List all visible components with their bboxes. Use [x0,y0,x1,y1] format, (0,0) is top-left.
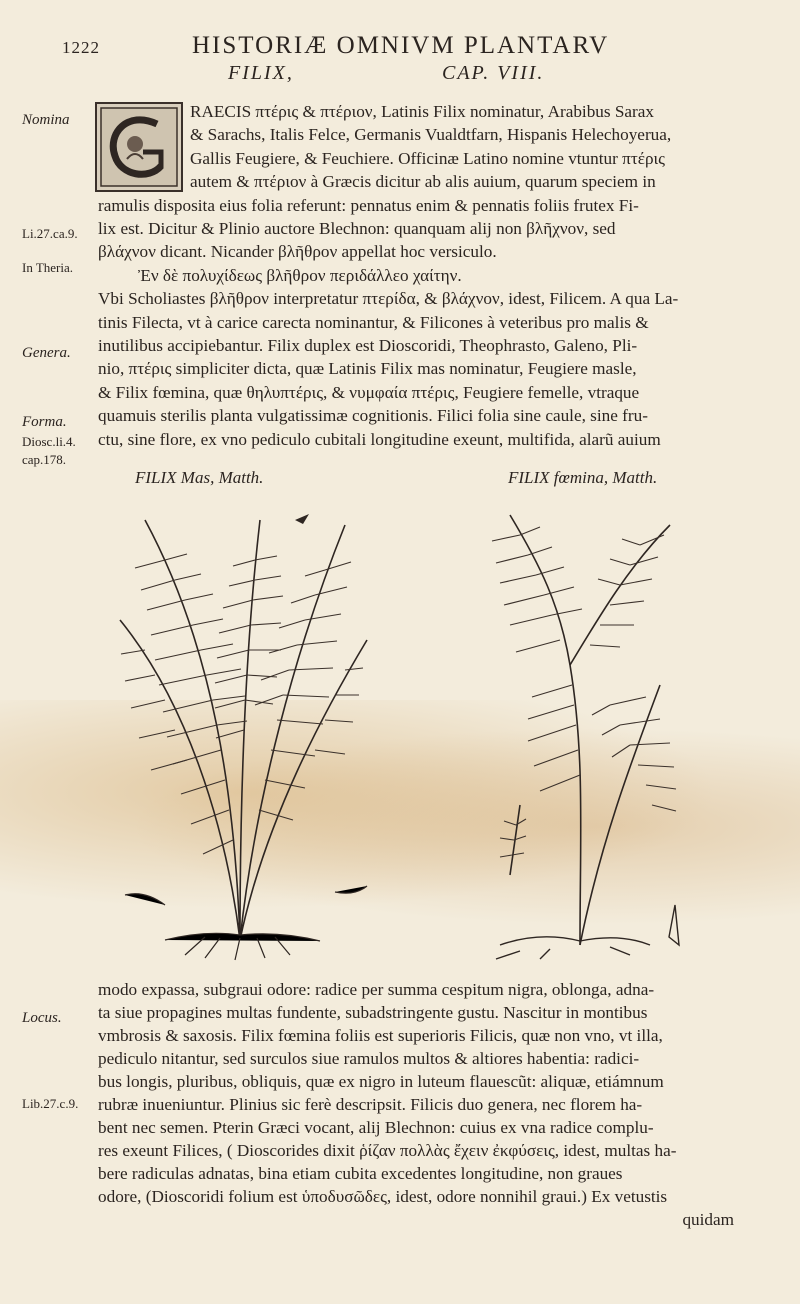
page-number: 1222 [62,38,100,57]
text-line: rubræ inueniuntur. Plinius sic ferè descripsit. Filicis duo genera, nec florem ha- [98,1095,643,1114]
margin-note-locus: Locus. [22,1010,62,1026]
text-line: ramulis disposita eius folia referunt: pennatus enim & pennatis foliis frutex Fi- [98,195,639,215]
margin-note-ref: Diosc.li.4. [22,434,76,449]
text-line: quamuis sterilis planta vulgatissimæ cognitionis. Filici folia sine caule, sine fru- [98,406,648,426]
text-line: tinis Filecta, vt à carice carecta nominantur, & Filicones à veteribus pro malis & [98,312,649,332]
chapter-number: CAP. VIII. [442,62,545,84]
chapter-subject: FILIX, [228,62,294,84]
text-line: Ἐν δὲ πολυχίδεως βλῆθρον περιδάλλεο χαίτην. [138,265,462,285]
figure-caption-female: FILIX fœmina, Matth. [508,468,658,487]
margin-note-ref: Lib.27.c.9. [22,1096,79,1111]
text-line: bere radiculas adnatas, bina etiam cubita excedentes longitudine, non graues [98,1164,623,1183]
running-title: HISTORIÆ OMNIVM PLANTARV [192,32,610,59]
text-line: Gallis Feugiere, & Feuchiere. Officinæ Latino nomine vtuntur πτέρις [190,148,665,168]
text-line: ta siue propagines multas fundente, subadstringente gustu. Nascitur in montibus [98,1003,648,1022]
text-line: res exeunt Filices, ( Dioscorides dixit ῥίζαν πολλὰς ἔχειν ἐκφύσεις, idest, multas ha- [98,1141,677,1160]
text-line: pediculo nitantur, sed surculos siue ramulos multos & altiores habentia: radici- [98,1049,640,1068]
body-text-bottom [98,978,734,1208]
text-line: & Sarachs, Italis Felce, Germanis Vualdtfarn, Hispanis Helechoyerua, [190,125,672,145]
catchword: quidam [682,1210,734,1229]
text-line: nio, πτέρις simpliciter dicta, quæ Latinis Filix mas nominatur, Feugiere masle, [98,359,637,379]
text-line: ctu, sine flore, ex vno pediculo cubitali longitudine exeunt, multifida, alarũ auium [98,429,661,449]
text-line: Vbi Scholiastes βλῆθρον interpretatur πτερίδα, & βλάχνον, idest, Filicem. A qua La- [98,289,679,309]
text-line: RAECIS πτέρις & πτέριον, Latinis Filix nominatur, Arabibus Sarax [190,102,655,121]
text-line: modo expassa, subgraui odore: radice per summa cespitum nigra, oblonga, adna- [98,980,655,999]
margin-note-nomina: Nomina [22,112,70,128]
margin-note-ref: In Theria. [22,260,74,275]
text-line: bus longis, pluribus, obliquis, quæ ex nigro in luteum flauescũt: aliquæ, etiámnum [98,1072,664,1091]
text-line: bent nec semen. Pterin Græci vocant, alij Blechnon: cuius ex vna radice complu- [98,1118,654,1137]
text-line: autem & πτέριον à Græcis dicitur ab alis auium, quarum speciem in [190,172,656,192]
figure-caption-male: FILIX Mas, Matth. [135,468,264,487]
text-line: odore, (Dioscoridi folium est ὑποδυσῶδες, idest, odore nonnihil graui.) Ex vetustis [98,1187,668,1206]
text-line: βλάχνον dicant. Nicander βλῆθρον appellat hoc versiculo. [98,242,497,262]
fern-male-illustration [105,500,375,965]
body-text-top [98,100,734,451]
fern-female-illustration [460,505,710,960]
text-line: inutilibus accipiebantur. Filix duplex est Dioscoridi, Theophrasto, Galeno, Pli- [98,336,638,356]
text-line: lix est. Dicitur & Plinio auctore Blechnon: quanquam alij non βλῆχνον, sed [98,219,616,239]
margin-note-ref: cap.178. [22,452,67,467]
margin-note-forma: Forma. [22,414,67,430]
margin-note-ref: Li.27.ca.9. [22,226,78,241]
text-line: & Filix fœmina, quæ θηλυπτέρις, & νυμφαία πτέρις, Feugiere femelle, vtraque [98,382,640,402]
margin-note-genera: Genera. [22,345,71,361]
text-line: vmbrosis & saxosis. Filix fœmina foliis est superioris Filicis, quæ non vno, vt illa, [98,1026,663,1045]
